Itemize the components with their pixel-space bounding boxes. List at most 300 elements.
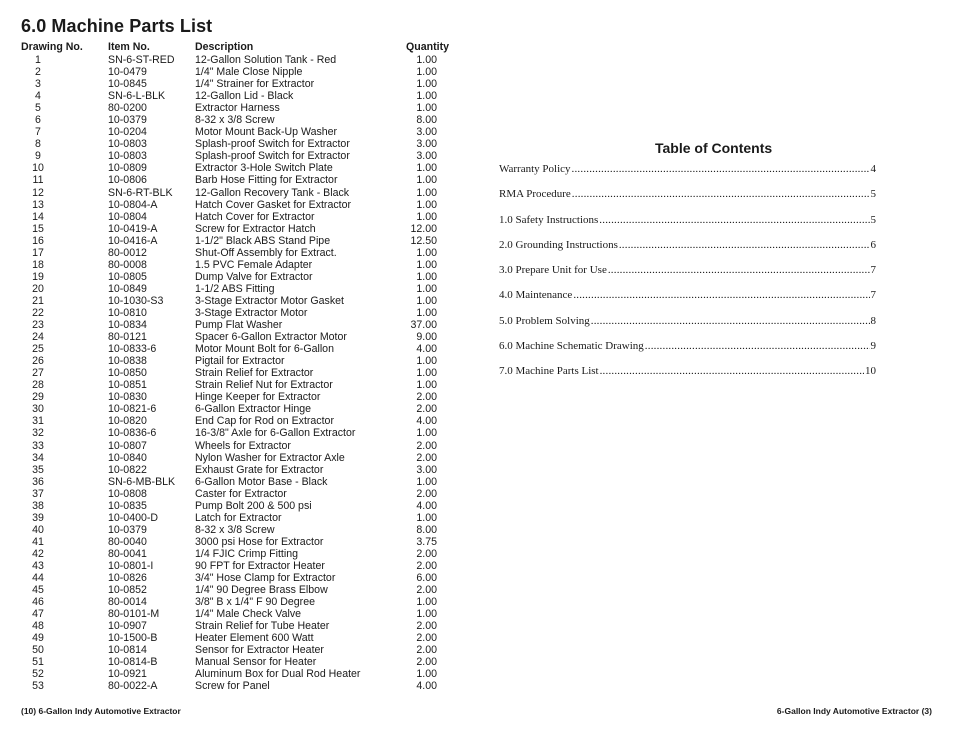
cell-drawing-no: 3 bbox=[35, 78, 41, 91]
table-row bbox=[21, 331, 449, 343]
cell-drawing-no: 36 bbox=[32, 475, 44, 488]
cell-quantity: 1.00 bbox=[416, 198, 437, 211]
cell-drawing-no: 11 bbox=[32, 174, 44, 187]
table-row bbox=[21, 415, 449, 427]
cell-drawing-no: 31 bbox=[32, 415, 44, 428]
cell-drawing-no: 49 bbox=[32, 632, 44, 645]
cell-drawing-no: 33 bbox=[32, 439, 44, 452]
cell-item-no: 10-0849 bbox=[108, 282, 147, 295]
toc-entry bbox=[499, 339, 876, 364]
cell-quantity: 2.00 bbox=[416, 620, 437, 633]
cell-quantity: 1.00 bbox=[416, 355, 437, 368]
cell-item-no: 10-0840 bbox=[108, 451, 147, 464]
table-row bbox=[21, 427, 449, 439]
cell-description: 3-Stage Extractor Motor Gasket bbox=[195, 294, 344, 307]
cell-item-no: 10-0833-6 bbox=[108, 343, 157, 356]
cell-item-no: 80-0012 bbox=[108, 246, 147, 259]
cell-quantity: 1.00 bbox=[416, 475, 437, 488]
toc-leader-dots bbox=[573, 288, 869, 302]
cell-drawing-no: 10 bbox=[32, 162, 44, 175]
cell-quantity: 2.00 bbox=[416, 584, 437, 597]
cell-quantity: 1.00 bbox=[416, 210, 437, 223]
cell-drawing-no: 32 bbox=[32, 427, 44, 440]
table-row bbox=[21, 138, 449, 150]
table-row bbox=[21, 126, 449, 138]
cell-quantity: 8.00 bbox=[416, 114, 437, 127]
cell-item-no: 10-0808 bbox=[108, 487, 147, 500]
toc-entry bbox=[499, 314, 876, 339]
cell-drawing-no: 46 bbox=[32, 596, 44, 609]
cell-item-no: 10-0921 bbox=[108, 668, 147, 681]
cell-description: Pigtail for Extractor bbox=[195, 355, 285, 368]
cell-drawing-no: 25 bbox=[32, 343, 44, 356]
toc-leader-dots bbox=[645, 339, 870, 353]
cell-description: 3/4" Hose Clamp for Extractor bbox=[195, 572, 336, 585]
cell-description: Strain Relief for Tube Heater bbox=[195, 620, 330, 633]
toc-entry-label: 4.0 Maintenance bbox=[499, 289, 573, 302]
cell-drawing-no: 4 bbox=[35, 90, 41, 103]
toc-entry-label: 1.0 Safety Instructions bbox=[499, 213, 599, 226]
cell-drawing-no: 15 bbox=[32, 222, 44, 235]
toc-entry-page: 4 bbox=[870, 163, 876, 175]
table-row bbox=[21, 174, 449, 186]
cell-item-no: 10-0850 bbox=[108, 367, 147, 380]
cell-item-no: 10-0834 bbox=[108, 319, 147, 332]
table-row bbox=[21, 680, 449, 692]
cell-quantity: 1.00 bbox=[416, 379, 437, 392]
cell-drawing-no: 20 bbox=[32, 282, 44, 295]
toc-entry bbox=[499, 187, 876, 212]
cell-quantity: 1.00 bbox=[416, 270, 437, 283]
cell-item-no: 10-0805 bbox=[108, 270, 147, 283]
cell-item-no: 10-0822 bbox=[108, 463, 147, 476]
cell-item-no: 10-1500-B bbox=[108, 632, 158, 645]
cell-description: Wheels for Extractor bbox=[195, 439, 291, 452]
parts-table bbox=[21, 41, 449, 692]
toc-leader-dots bbox=[572, 162, 870, 176]
table-row bbox=[21, 66, 449, 78]
cell-description: End Cap for Rod on Extractor bbox=[195, 415, 334, 428]
cell-description: 1.5 PVC Female Adapter bbox=[195, 258, 313, 271]
cell-drawing-no: 17 bbox=[32, 246, 44, 259]
toc-entry bbox=[499, 238, 876, 263]
footer-left: (10) 6-Gallon Indy Automotive Extractor bbox=[21, 706, 181, 716]
cell-quantity: 1.00 bbox=[416, 282, 437, 295]
cell-quantity: 9.00 bbox=[416, 331, 437, 344]
table-row bbox=[21, 572, 449, 584]
cell-drawing-no: 23 bbox=[32, 319, 44, 332]
cell-drawing-no: 48 bbox=[32, 620, 44, 633]
table-row bbox=[21, 307, 449, 319]
cell-item-no: SN-6-MB-BLK bbox=[108, 475, 176, 488]
cell-description: Sensor for Extractor Heater bbox=[195, 644, 324, 657]
toc-entry-page: 7 bbox=[870, 264, 876, 277]
cell-quantity: 1.00 bbox=[416, 102, 437, 115]
cell-quantity: 12.50 bbox=[410, 234, 437, 247]
table-row bbox=[21, 391, 449, 403]
cell-description: 16-3/8" Axle for 6-Gallon Extractor bbox=[195, 427, 356, 440]
cell-drawing-no: 27 bbox=[32, 367, 44, 380]
table-row bbox=[21, 452, 449, 464]
cell-item-no: 10-0803 bbox=[108, 138, 147, 151]
cell-drawing-no: 34 bbox=[32, 451, 44, 464]
cell-item-no: 10-0803 bbox=[108, 150, 147, 163]
table-row bbox=[21, 90, 449, 102]
cell-item-no: 80-0200 bbox=[108, 102, 147, 115]
cell-description: 12-Gallon Recovery Tank - Black bbox=[195, 186, 350, 199]
cell-quantity: 1.00 bbox=[416, 511, 437, 524]
cell-quantity: 3.00 bbox=[416, 138, 437, 151]
cell-item-no: 10-0907 bbox=[108, 620, 147, 633]
cell-description: 3-Stage Extractor Motor bbox=[195, 306, 308, 319]
table-row bbox=[21, 78, 449, 90]
cell-drawing-no: 1 bbox=[35, 54, 41, 66]
parts-table-body bbox=[21, 54, 449, 692]
toc-leader-dots bbox=[608, 263, 870, 277]
cell-drawing-no: 29 bbox=[32, 391, 44, 404]
cell-description: Heater Element 600 Watt bbox=[195, 632, 314, 645]
cell-description: 8-32 x 3/8 Screw bbox=[195, 523, 275, 536]
cell-item-no: 80-0101-M bbox=[108, 608, 160, 621]
table-row bbox=[21, 355, 449, 367]
cell-item-no: 10-0416-A bbox=[108, 234, 158, 247]
cell-description: 12-Gallon Solution Tank - Red bbox=[195, 54, 337, 66]
cell-quantity: 1.00 bbox=[416, 54, 437, 66]
cell-item-no: 10-0820 bbox=[108, 415, 147, 428]
cell-drawing-no: 18 bbox=[32, 258, 44, 271]
cell-description: 1/4 FJIC Crimp Fitting bbox=[195, 547, 299, 560]
cell-quantity: 1.00 bbox=[416, 596, 437, 609]
cell-item-no: 10-0807 bbox=[108, 439, 147, 452]
cell-drawing-no: 5 bbox=[35, 102, 41, 115]
cell-quantity: 2.00 bbox=[416, 547, 437, 560]
toc-leader-dots bbox=[572, 187, 870, 201]
cell-drawing-no: 50 bbox=[32, 644, 44, 657]
cell-item-no: 10-0810 bbox=[108, 306, 147, 319]
cell-quantity: 3.00 bbox=[416, 463, 437, 476]
cell-drawing-no: 21 bbox=[32, 294, 44, 307]
toc-leader-dots bbox=[600, 364, 864, 378]
cell-quantity: 12.00 bbox=[410, 222, 437, 235]
cell-description: 1/4" Male Check Valve bbox=[195, 608, 302, 621]
cell-item-no: 10-0806 bbox=[108, 174, 147, 187]
cell-description: 1/4" Male Close Nipple bbox=[195, 66, 303, 79]
table-row bbox=[21, 102, 449, 114]
cell-item-no: 80-0121 bbox=[108, 331, 147, 344]
cell-drawing-no: 51 bbox=[32, 656, 44, 669]
toc-entry-page: 8 bbox=[870, 314, 876, 327]
cell-quantity: 2.00 bbox=[416, 451, 437, 464]
cell-item-no: 10-0804-A bbox=[108, 198, 158, 211]
cell-drawing-no: 40 bbox=[32, 523, 44, 536]
toc-entry-label: Warranty Policy bbox=[499, 163, 571, 175]
cell-item-no: 10-0835 bbox=[108, 499, 147, 512]
cell-drawing-no: 30 bbox=[32, 403, 44, 416]
cell-quantity: 1.00 bbox=[416, 162, 437, 175]
cell-drawing-no: 24 bbox=[32, 331, 44, 344]
table-row bbox=[21, 560, 449, 572]
cell-description: Caster for Extractor bbox=[195, 487, 287, 500]
table-row bbox=[21, 488, 449, 500]
cell-item-no: 10-0836-6 bbox=[108, 427, 157, 440]
cell-item-no: 10-0838 bbox=[108, 355, 147, 368]
cell-item-no: 10-0400-D bbox=[108, 511, 159, 524]
cell-description: Spacer 6-Gallon Extractor Motor bbox=[195, 331, 347, 344]
cell-item-no: SN-6-L-BLK bbox=[108, 90, 166, 103]
cell-description: Screw for Panel bbox=[195, 680, 270, 693]
parts-table-header bbox=[21, 41, 449, 54]
cell-description: Strain Relief Nut for Extractor bbox=[195, 379, 333, 392]
table-row bbox=[21, 367, 449, 379]
cell-quantity: 1.00 bbox=[416, 668, 437, 681]
cell-item-no: 10-0204 bbox=[108, 126, 147, 139]
toc-entry-label: 7.0 Machine Parts List bbox=[499, 365, 599, 378]
cell-item-no: 10-0804 bbox=[108, 210, 147, 223]
cell-drawing-no: 47 bbox=[32, 608, 44, 621]
table-row bbox=[21, 162, 449, 174]
cell-quantity: 1.00 bbox=[416, 186, 437, 199]
cell-quantity: 3.00 bbox=[416, 126, 437, 139]
cell-quantity: 1.00 bbox=[416, 78, 437, 91]
page-title: 6.0 Machine Parts List bbox=[21, 16, 213, 36]
table-row bbox=[21, 211, 449, 223]
toc-title: Table of Contents bbox=[655, 140, 773, 156]
cell-description: 1-1/2 ABS Fitting bbox=[195, 282, 275, 295]
cell-description: 3000 psi Hose for Extractor bbox=[195, 535, 324, 548]
cell-item-no: 10-0801-I bbox=[108, 559, 154, 572]
toc-leader-dots bbox=[599, 213, 869, 227]
cell-description: Shut-Off Assembly for Extract. bbox=[195, 246, 337, 259]
cell-drawing-no: 44 bbox=[32, 572, 44, 585]
toc-entry-label: 2.0 Grounding Instructions bbox=[499, 238, 618, 251]
cell-description: Splash-proof Switch for Extractor bbox=[195, 138, 350, 151]
toc-entry bbox=[499, 263, 876, 288]
cell-item-no: 10-0814 bbox=[108, 644, 147, 657]
table-of-contents bbox=[499, 162, 876, 390]
cell-quantity: 2.00 bbox=[416, 391, 437, 404]
header-description: Description bbox=[195, 41, 254, 53]
cell-quantity: 8.00 bbox=[416, 523, 437, 536]
cell-item-no: SN-6-ST-RED bbox=[108, 54, 175, 66]
cell-description: 1/4" 90 Degree Brass Elbow bbox=[195, 584, 328, 597]
toc-entry-label: RMA Procedure bbox=[499, 188, 571, 201]
cell-description: 8-32 x 3/8 Screw bbox=[195, 114, 275, 127]
cell-item-no: 10-0830 bbox=[108, 391, 147, 404]
cell-quantity: 1.00 bbox=[416, 306, 437, 319]
cell-quantity: 2.00 bbox=[416, 632, 437, 645]
toc-leader-dots bbox=[619, 238, 870, 252]
header-drawing-no: Drawing No. bbox=[21, 41, 83, 53]
table-row bbox=[21, 295, 449, 307]
table-row bbox=[21, 259, 449, 271]
cell-description: 6-Gallon Motor Base - Black bbox=[195, 475, 328, 488]
cell-description: Exhaust Grate for Extractor bbox=[195, 463, 324, 476]
cell-description: Extractor Harness bbox=[195, 102, 280, 115]
cell-description: Extractor 3-Hole Switch Plate bbox=[195, 162, 333, 175]
header-item-no: Item No. bbox=[108, 41, 150, 53]
cell-drawing-no: 53 bbox=[32, 680, 44, 693]
cell-drawing-no: 12 bbox=[32, 186, 44, 199]
toc-entry-page: 10 bbox=[865, 365, 876, 378]
cell-description: Dump Valve for Extractor bbox=[195, 270, 313, 283]
cell-quantity: 6.00 bbox=[416, 572, 437, 585]
toc-entry bbox=[499, 213, 876, 238]
table-row bbox=[21, 536, 449, 548]
toc-entry-page: 5 bbox=[870, 213, 876, 226]
table-row bbox=[21, 283, 449, 295]
toc-entry-label: 3.0 Prepare Unit for Use bbox=[499, 264, 607, 277]
cell-drawing-no: 14 bbox=[32, 210, 44, 223]
cell-description: Hatch Cover Gasket for Extractor bbox=[195, 198, 352, 211]
cell-quantity: 2.00 bbox=[416, 439, 437, 452]
table-row bbox=[21, 620, 449, 632]
cell-quantity: 4.00 bbox=[416, 415, 437, 428]
toc-entry bbox=[499, 364, 876, 389]
cell-drawing-no: 38 bbox=[32, 499, 44, 512]
cell-description: Motor Mount Back-Up Washer bbox=[195, 126, 338, 139]
toc-entry-page: 5 bbox=[870, 188, 876, 201]
table-row bbox=[21, 223, 449, 235]
table-row bbox=[21, 512, 449, 524]
cell-drawing-no: 35 bbox=[32, 463, 44, 476]
table-row bbox=[21, 235, 449, 247]
toc-entry-label: 5.0 Problem Solving bbox=[499, 314, 590, 327]
cell-description: 3/8" B x 1/4" F 90 Degree bbox=[195, 596, 315, 609]
table-row bbox=[21, 632, 449, 644]
toc-entry-label: 6.0 Machine Schematic Drawing bbox=[499, 340, 644, 353]
cell-drawing-no: 26 bbox=[32, 355, 44, 368]
cell-description: Splash-proof Switch for Extractor bbox=[195, 150, 350, 163]
cell-description: 6-Gallon Extractor Hinge bbox=[195, 403, 311, 416]
table-row bbox=[21, 54, 449, 66]
cell-drawing-no: 41 bbox=[32, 535, 44, 548]
cell-description: Pump Flat Washer bbox=[195, 319, 283, 332]
cell-drawing-no: 19 bbox=[32, 270, 44, 283]
cell-item-no: 10-0826 bbox=[108, 572, 147, 585]
cell-description: 90 FPT for Extractor Heater bbox=[195, 559, 325, 572]
cell-quantity: 1.00 bbox=[416, 66, 437, 79]
cell-quantity: 2.00 bbox=[416, 656, 437, 669]
cell-item-no: 80-0041 bbox=[108, 547, 147, 560]
cell-description: Hatch Cover for Extractor bbox=[195, 210, 315, 223]
cell-description: Manual Sensor for Heater bbox=[195, 656, 317, 669]
cell-quantity: 4.00 bbox=[416, 343, 437, 356]
cell-item-no: 10-1030-S3 bbox=[108, 294, 164, 307]
table-row bbox=[21, 584, 449, 596]
cell-item-no: 10-0821-6 bbox=[108, 403, 157, 416]
toc-entry bbox=[499, 288, 876, 313]
cell-drawing-no: 13 bbox=[32, 198, 44, 211]
cell-description: Motor Mount Bolt for 6-Gallon bbox=[195, 343, 334, 356]
table-row bbox=[21, 476, 449, 488]
table-row bbox=[21, 199, 449, 211]
cell-item-no: 10-0851 bbox=[108, 379, 147, 392]
cell-quantity: 1.00 bbox=[416, 174, 437, 187]
cell-description: Aluminum Box for Dual Rod Heater bbox=[195, 668, 361, 681]
cell-quantity: 3.00 bbox=[416, 150, 437, 163]
cell-drawing-no: 6 bbox=[35, 114, 41, 127]
cell-drawing-no: 16 bbox=[32, 234, 44, 247]
cell-drawing-no: 37 bbox=[32, 487, 44, 500]
table-row bbox=[21, 343, 449, 355]
cell-drawing-no: 9 bbox=[35, 150, 41, 163]
cell-item-no: 10-0809 bbox=[108, 162, 147, 175]
cell-drawing-no: 8 bbox=[35, 138, 41, 151]
table-row bbox=[21, 524, 449, 536]
cell-item-no: SN-6-RT-BLK bbox=[108, 186, 173, 199]
toc-entry bbox=[499, 162, 876, 187]
table-row bbox=[21, 548, 449, 560]
table-row bbox=[21, 656, 449, 668]
cell-item-no: 10-0814-B bbox=[108, 656, 158, 669]
table-row bbox=[21, 403, 449, 415]
cell-description: 12-Gallon Lid - Black bbox=[195, 90, 294, 103]
cell-item-no: 80-0022-A bbox=[108, 680, 158, 693]
cell-drawing-no: 39 bbox=[32, 511, 44, 524]
cell-quantity: 1.00 bbox=[416, 246, 437, 259]
cell-description: 1-1/2" Black ABS Stand Pipe bbox=[195, 234, 331, 247]
cell-quantity: 2.00 bbox=[416, 644, 437, 657]
cell-drawing-no: 2 bbox=[35, 66, 41, 79]
toc-entry-page: 7 bbox=[870, 289, 876, 302]
cell-drawing-no: 42 bbox=[32, 547, 44, 560]
cell-drawing-no: 7 bbox=[35, 126, 41, 139]
cell-item-no: 80-0008 bbox=[108, 258, 147, 271]
cell-description: Latch for Extractor bbox=[195, 511, 282, 524]
toc-entry-page: 9 bbox=[870, 340, 876, 353]
toc-entry-page: 6 bbox=[870, 238, 876, 251]
header-quantity: Quantity bbox=[406, 41, 449, 53]
cell-quantity: 3.75 bbox=[416, 535, 437, 548]
table-row bbox=[21, 271, 449, 283]
cell-quantity: 4.00 bbox=[416, 680, 437, 693]
cell-item-no: 10-0379 bbox=[108, 523, 147, 536]
cell-drawing-no: 43 bbox=[32, 559, 44, 572]
cell-quantity: 1.00 bbox=[416, 258, 437, 271]
cell-item-no: 10-0419-A bbox=[108, 222, 158, 235]
cell-item-no: 80-0040 bbox=[108, 535, 147, 548]
footer-right: 6-Gallon Indy Automotive Extractor (3) bbox=[776, 706, 932, 716]
cell-quantity: 1.00 bbox=[416, 608, 437, 621]
cell-quantity: 1.00 bbox=[416, 367, 437, 380]
cell-quantity: 2.00 bbox=[416, 559, 437, 572]
table-row bbox=[21, 464, 449, 476]
table-row bbox=[21, 319, 449, 331]
cell-item-no: 10-0845 bbox=[108, 78, 147, 91]
table-row bbox=[21, 379, 449, 391]
table-row bbox=[21, 500, 449, 512]
table-row bbox=[21, 596, 449, 608]
table-row bbox=[21, 114, 449, 126]
table-row bbox=[21, 150, 449, 162]
cell-drawing-no: 52 bbox=[32, 668, 44, 681]
cell-drawing-no: 22 bbox=[32, 306, 44, 319]
cell-quantity: 2.00 bbox=[416, 403, 437, 416]
table-row bbox=[21, 440, 449, 452]
cell-item-no: 80-0014 bbox=[108, 596, 147, 609]
cell-quantity: 4.00 bbox=[416, 499, 437, 512]
table-row bbox=[21, 668, 449, 680]
cell-drawing-no: 28 bbox=[32, 379, 44, 392]
cell-quantity: 1.00 bbox=[416, 90, 437, 103]
cell-quantity: 37.00 bbox=[410, 319, 437, 332]
cell-quantity: 1.00 bbox=[416, 294, 437, 307]
cell-description: Strain Relief for Extractor bbox=[195, 367, 314, 380]
cell-item-no: 10-0479 bbox=[108, 66, 147, 79]
cell-description: 1/4" Strainer for Extractor bbox=[195, 78, 315, 91]
cell-drawing-no: 45 bbox=[32, 584, 44, 597]
table-row bbox=[21, 608, 449, 620]
